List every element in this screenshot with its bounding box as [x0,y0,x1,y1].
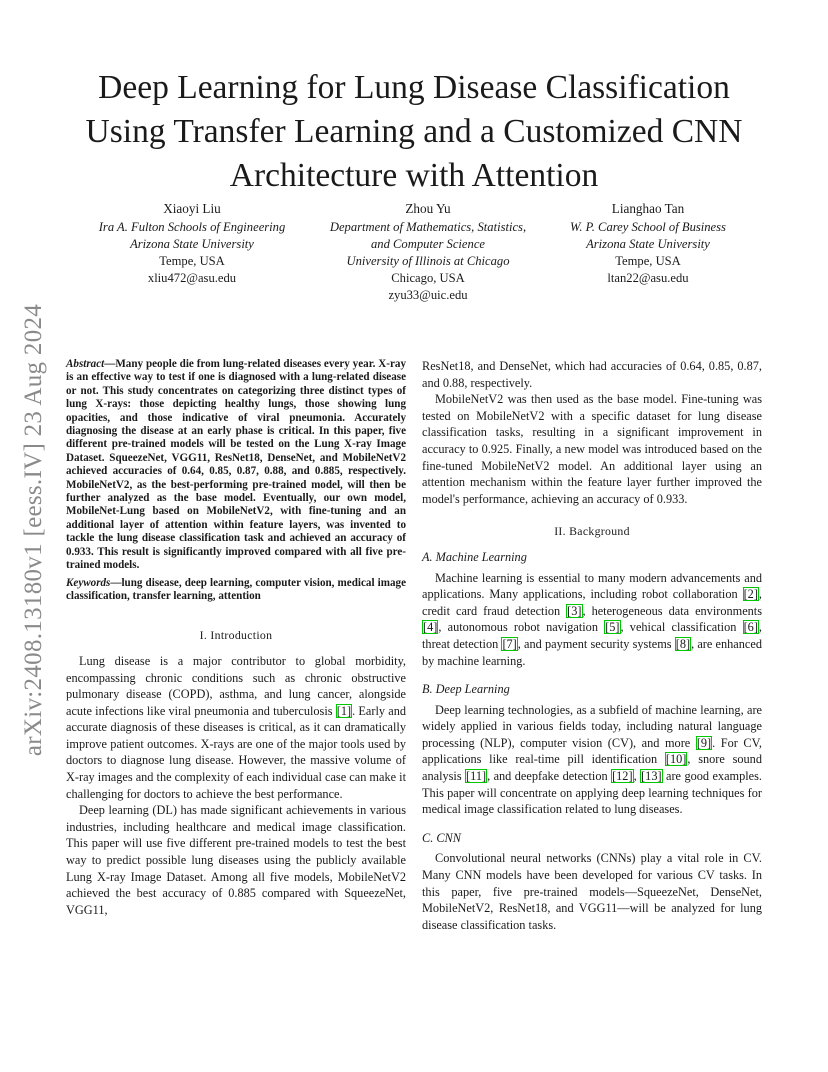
author-city: Tempe, USA [615,254,681,268]
citation-link[interactable]: [12] [612,769,633,784]
title-line-2: Using Transfer Learning and a Customized CNN [85,113,743,150]
author-name: Zhou Yu [405,201,451,216]
author-affiliation: Arizona State University [586,237,710,251]
citation-link[interactable]: [9] [696,735,712,750]
citation-link[interactable]: [11] [466,769,487,784]
author-affiliation: and Computer Science [370,237,485,251]
author-email: zyu33@uic.edu [388,288,468,302]
citation-link[interactable]: [2] [743,587,758,602]
author-email: ltan22@asu.edu [607,271,689,285]
title-line-3: Architecture with Attention [229,157,599,194]
citation-link[interactable]: [8] [675,636,691,651]
machine-learning-paragraph: Machine learning is essential to many modern advancements and applications. Many applications, including robot collaboration [2], credit card fraud detection [3], heterogeneous data environments [4], autonomous robot navigation [5], vehical classification [6], threat detection [7], and payment security systems [8], are enhanced by machine learning. [422,570,762,668]
author-block-liu [82,200,302,287]
citation-link[interactable]: [13] [641,769,662,784]
left-column [66,358,406,918]
abstract-text: —Many people die from lung-related diseases every year. X-ray is an effective way to test if one is diagnosed with a lung-related disease or not. This study concentrates on categorizing three distinct types of lung X-rays: those depicting healthy lungs, those showing lung opacities, and those indicative of viral pneumonia. Accurately diagnosing the disease at an early phase is critical. In this paper, five different pre-trained models will be tested on the Lung X-ray Image Dataset. SqueezeNet, VGG11, ResNet18, DenseNet, and MobileNetV2 achieved accuracies of 0.64, 0.85, 0.87, 0.88, and 0.885, respectively. MobileNetV2, as the best-performing pre-trained model, will then be further analyzed as the base model. Eventually, our own model, MobileNet-Lung based on MobileNetV2, with fine-tuning and an additional layer of attention within feature layers, was invented to tackle the lung disease classification task and achieved an accuracy of 0.933. This result is significantly improved compared with all five pre-trained models. [66,358,406,572]
abstract-label: Abstract [66,358,105,370]
author-affiliation: University of Illinois at Chicago [346,254,510,268]
author-name: Lianghao Tan [611,201,685,216]
author-city: Tempe, USA [159,254,225,268]
section-heading-introduction: I. Introduction [199,628,273,643]
keywords-text: —lung disease, deep learning, computer vision, medical image classification, transfer learning, attention [66,576,406,602]
paper-title [60,66,768,198]
section-heading-background: II. Background [554,524,630,539]
citation-link[interactable]: [5] [605,620,620,635]
cnn-paragraph: Convolutional neural networks (CNNs) play a vital role in CV. Many CNN models have been developed for various CV tasks. In this paper, five pre-trained models—SqueezeNet, DenseNet, MobileNetV2, ResNet18, and VGG11—will be analyzed for lung disease classification tasks. [422,851,762,932]
subsection-heading-cnn: C. CNN [422,830,461,845]
intro-paragraph-1: Lung disease is a major contributor to global morbidity, encompassing chronic conditions such as chronic obstructive pulmonary disease (COPD), asthma, and lung cancer, alongside acute infections like viral pneumonia and tuberculosis [1]. Early and accurate diagnosis of these diseases is critical, as it can dramatically improve patient outcomes. X-rays are one of the major tools used by doctors to diagnose lung disease. However, the massive volume of X-ray images and the complexity of each individual case can make it challenging for doctors to achieve the best performance. [66,653,407,801]
intro-paragraph-2-continued: ResNet18, and DenseNet, which had accuracies of 0.64, 0.85, 0.87, and 0.88, respectively. [422,359,762,390]
author-block-tan [548,200,748,287]
deep-learning-paragraph: Deep learning technologies, as a subfield of machine learning, are widely applied in various fields today, including natural language processing (NLP), computer vision (CV), and more [9]. For CV, applications like real-time pill identification [10], snore sound analysis [11], and deepfake detection [12], [13] are good examples. This paper will concentrate on applying deep learning techniques for medical image classification related to lung diseases. [422,702,762,817]
citation-link[interactable]: [4] [423,620,438,635]
citation-link[interactable]: [1] [336,703,352,718]
author-city: Chicago, USA [391,271,465,285]
author-affiliation: Ira A. Fulton Schools of Engineering [98,220,286,234]
right-column [422,358,762,933]
subsection-heading-machine-learning: A. Machine Learning [422,549,527,564]
author-block-yu [314,200,542,304]
author-email: xliu472@asu.edu [147,271,237,285]
intro-paragraph-3: MobileNetV2 was then used as the base model. Fine-tuning was tested on MobileNetV2 with a specific dataset for lung disease classification tasks, resulting in a significant improvement in accuracy to 0.925. Finally, a new model was introduced based on the fine-tuned MobileNetV2 model. An additional layer using an attention mechanism within the feature layer further improved the model's performance, achieving an accuracy of 0.933. [422,392,762,506]
author-affiliation: W. P. Carey School of Business [570,220,726,234]
keywords [66,577,406,604]
citation-link[interactable]: [6] [743,620,758,635]
subsection-heading-deep-learning: B. Deep Learning [422,682,510,697]
title-line-1: Deep Learning for Lung Disease Classification [98,69,730,106]
author-affiliation: Arizona State University [130,237,254,251]
arxiv-id-text: arXiv:2408.13180v1 [eess.IV] 23 Aug 2024 [20,303,47,757]
author-affiliation: Department of Mathematics, Statistics, [329,220,527,234]
author-name: Xiaoyi Liu [163,201,221,216]
citation-link[interactable]: [10] [665,752,687,767]
keywords-label: Keywords [66,576,111,589]
arxiv-identifier [14,280,54,780]
abstract [66,358,406,573]
citation-link[interactable]: [7] [502,636,517,651]
intro-paragraph-2: Deep learning (DL) has made significant achievements in various industries, including healthcare and medical image classification. This paper will use five different pre-trained models to test the best way to predict possible lung diseases using the publicly available Lung X-ray Image Dataset. Among all five models, MobileNetV2 achieved the best accuracy of 0.885 compared with SqueezeNet, VGG11, [66,803,406,917]
citation-link[interactable]: [3] [567,603,582,618]
